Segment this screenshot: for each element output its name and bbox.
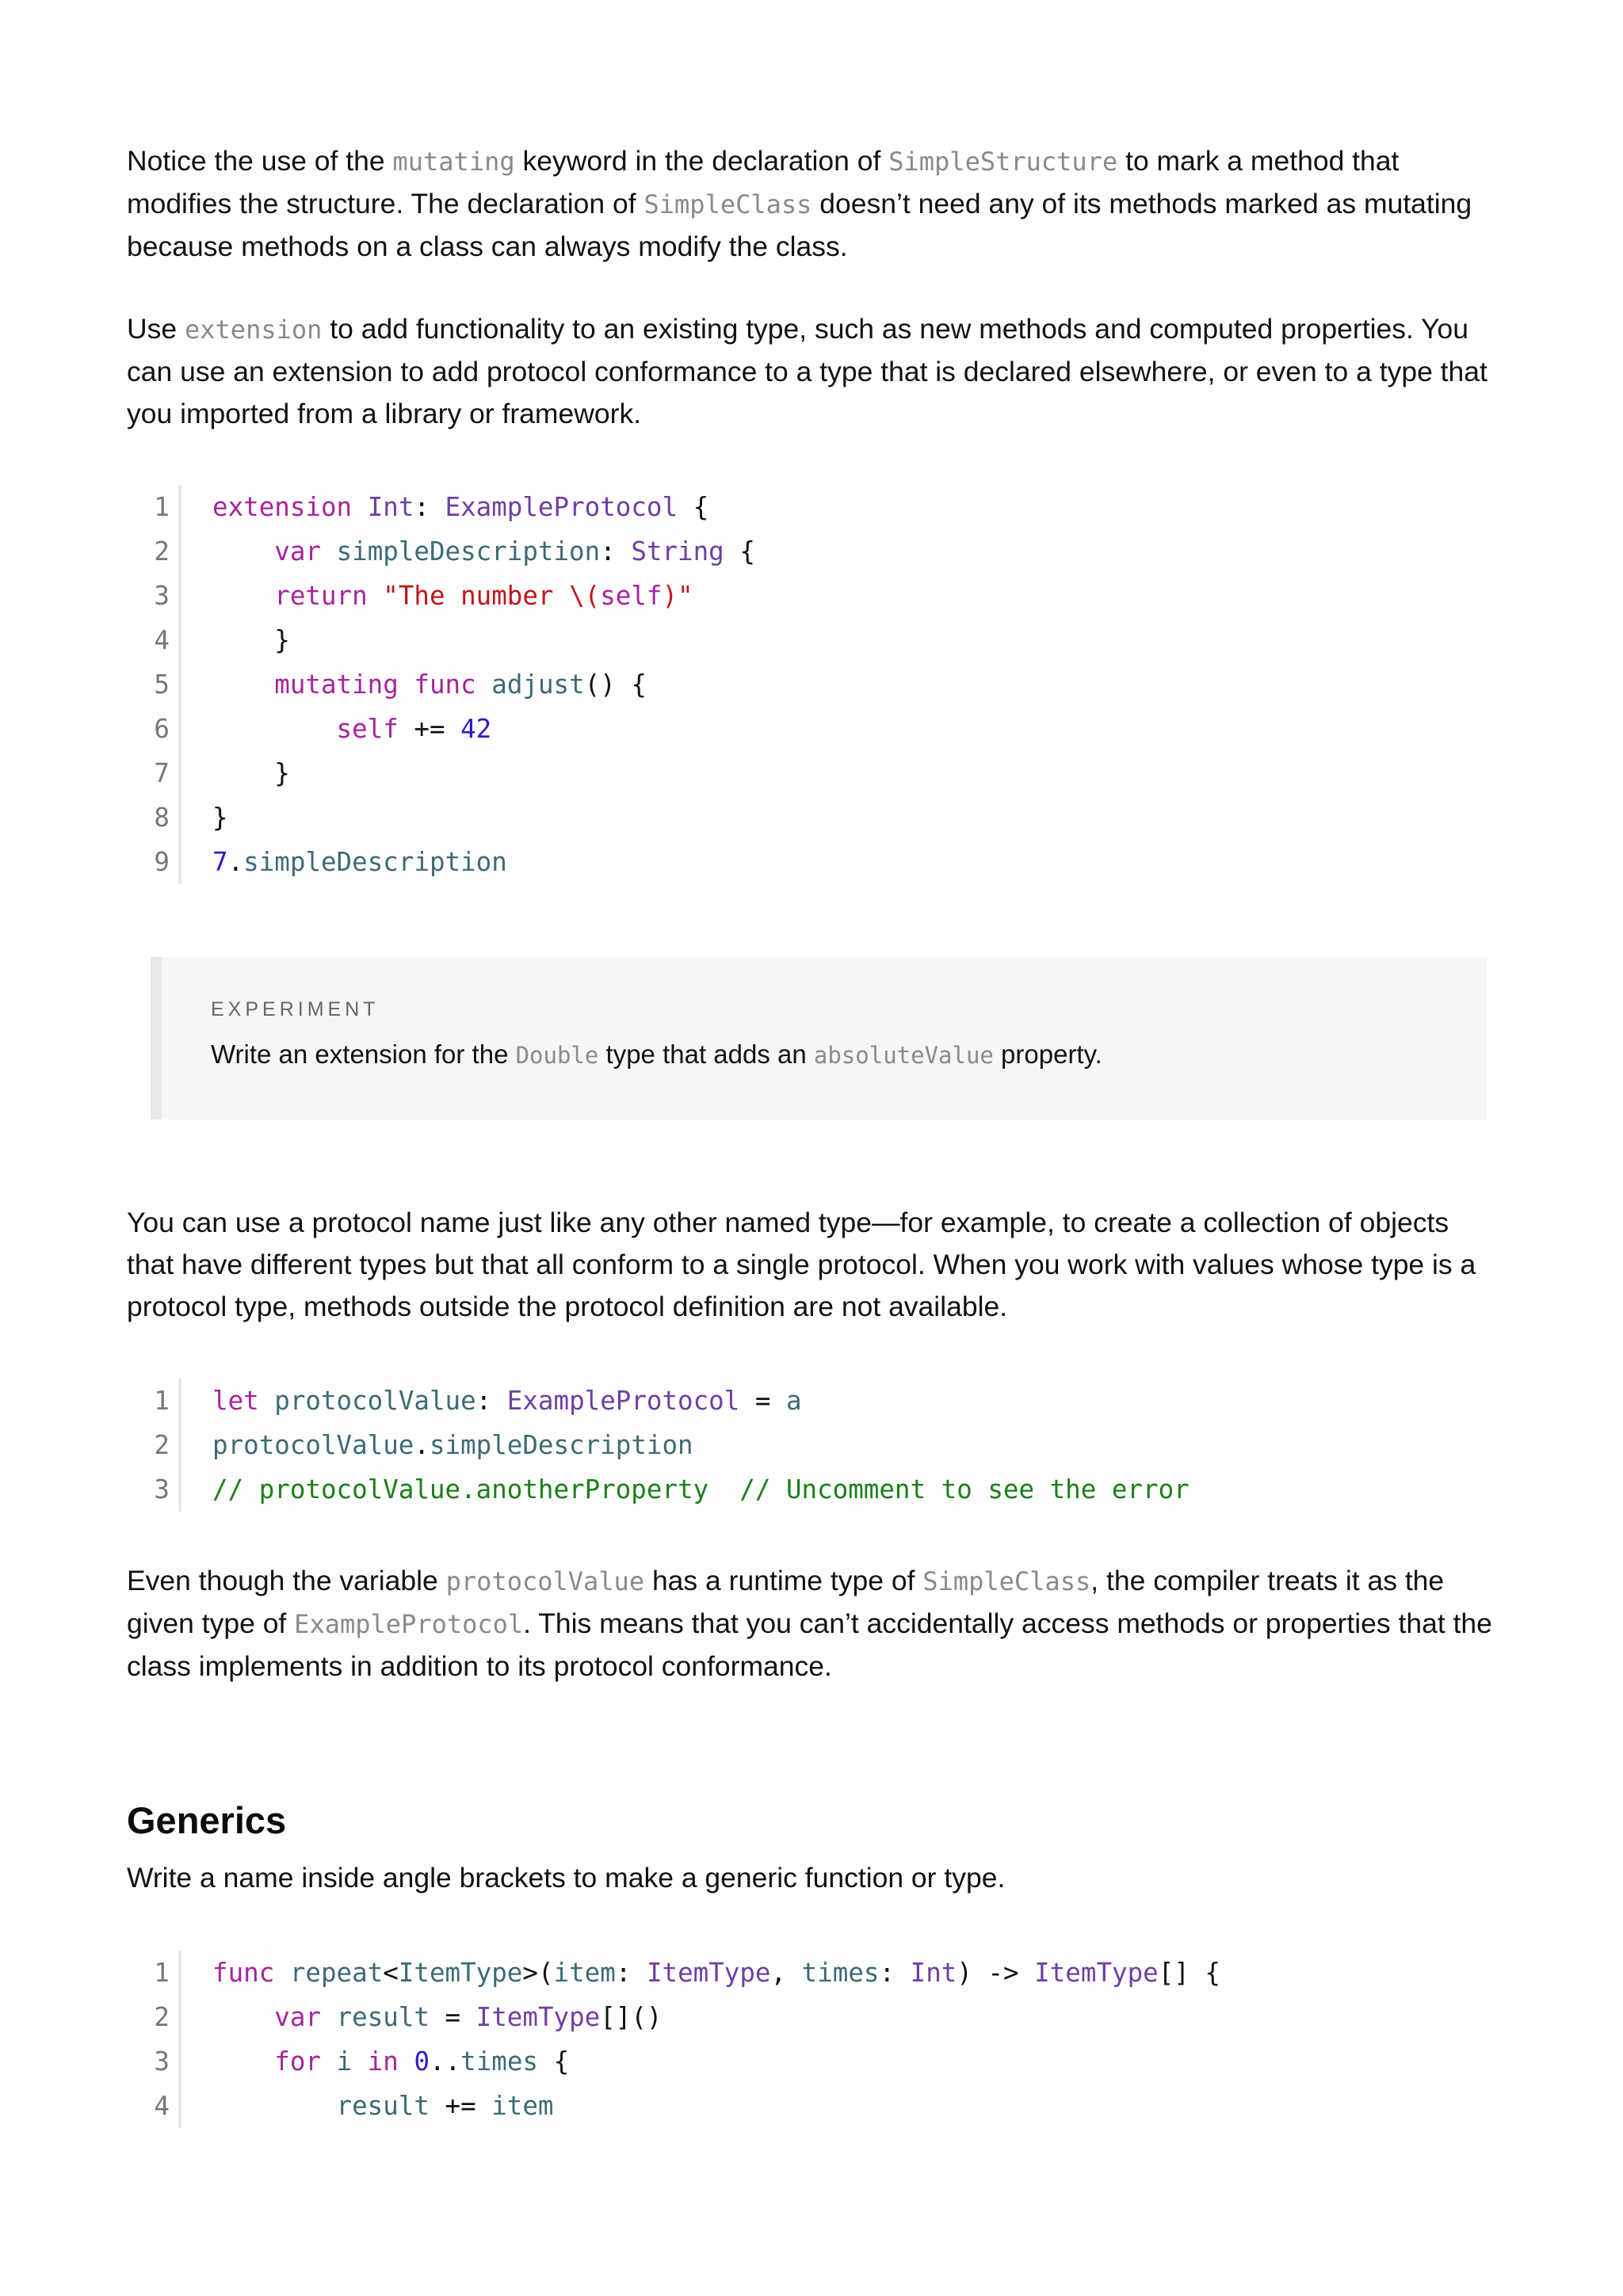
text: . This means that you can’t accidentally access methods or properties that the class implements in addition to its protocol conformance. [127, 1608, 1492, 1682]
token: = [429, 2002, 476, 2032]
code-line [143, 2039, 1617, 2084]
code-line [143, 795, 1617, 840]
token: ItemType [475, 2002, 601, 2032]
code-line [143, 1995, 1617, 2039]
token: protocolValue [212, 1430, 414, 1460]
inline-code: ExampleProtocol [294, 1609, 524, 1639]
code-block-protocol-value [143, 1379, 1617, 1512]
token: { [538, 2046, 570, 2077]
token: : [879, 1958, 911, 1988]
token: 42 [460, 714, 492, 744]
token: ItemType [1034, 1958, 1159, 1988]
token: ExampleProtocol [445, 492, 678, 522]
token: protocolValue [274, 1386, 476, 1416]
token: // protocolValue.anotherProperty // Uncomment to see the error [212, 1474, 1190, 1505]
paragraph-extension [127, 308, 1498, 435]
token: . [227, 847, 244, 877]
inline-code: absoluteValue [813, 1042, 994, 1069]
token [212, 581, 274, 611]
code-line [143, 840, 1617, 884]
generics-intro: Write a name inside angle brackets to make a generic function or type. [127, 1862, 1006, 1894]
paragraph-protocol-type: You can use a protocol name just like any other named type—for example, to create a collection of objects that have different types but that all conform to a single protocol. When you work with values whose type is a protocol type, methods outside the protocol definition are not available. [127, 1207, 1476, 1322]
code-line [143, 1467, 1617, 1512]
token: times [460, 2046, 538, 2077]
token [352, 2046, 368, 2077]
code-line [143, 662, 1617, 707]
line-number: 7 [154, 758, 170, 788]
code-line [143, 707, 1617, 751]
experiment-aside [151, 957, 1487, 1119]
token: a [786, 1386, 802, 1416]
token: ItemType [646, 1958, 771, 1988]
token [212, 2046, 274, 2077]
token: () { [584, 669, 647, 700]
token: = [739, 1386, 786, 1416]
token: var [274, 536, 321, 566]
line-number: 4 [154, 625, 170, 655]
token: { [724, 536, 755, 566]
text: to mark a method that modifies the structure. The declaration of [127, 145, 1400, 219]
token [352, 492, 368, 522]
token [212, 2002, 274, 2032]
token: for [274, 2046, 321, 2077]
line-number: 3 [154, 1474, 170, 1505]
line-number: 2 [154, 2002, 170, 2032]
inline-code: protocolValue [445, 1566, 645, 1596]
code-line [143, 1423, 1617, 1467]
token: return [274, 581, 368, 611]
experiment-label: EXPERIMENT [211, 998, 380, 1020]
token: extension [212, 492, 353, 522]
token: += [398, 714, 461, 744]
token: } [212, 803, 228, 833]
token [212, 2091, 337, 2121]
token: self [600, 581, 663, 611]
token: < [383, 1958, 399, 1988]
token: mutating [274, 669, 399, 700]
token: { [678, 492, 709, 522]
text: has a runtime type of [644, 1565, 923, 1596]
section-heading: Generics [127, 1799, 287, 1841]
inline-code: mutating [392, 147, 515, 177]
token: : [414, 492, 445, 522]
token: 7 [212, 847, 228, 877]
code-line [143, 618, 1617, 662]
token [476, 669, 492, 700]
token: )" [662, 581, 693, 611]
token [399, 2046, 414, 2077]
line-number: 4 [154, 2091, 170, 2121]
code-line [143, 485, 1617, 529]
paragraph-runtime-type [127, 1560, 1498, 1688]
line-number: 6 [154, 714, 170, 744]
token: func [414, 669, 476, 700]
token: .. [430, 2046, 461, 2077]
line-number: 2 [154, 1430, 170, 1460]
token: } [212, 758, 290, 788]
token: item [491, 2091, 554, 2121]
text: Use [127, 313, 185, 345]
token: result [336, 2002, 430, 2032]
token: : [615, 1958, 647, 1988]
token [368, 581, 384, 611]
token: func [212, 1958, 275, 1988]
code-block-generics [143, 1951, 1617, 2128]
token: "The number \( [383, 581, 601, 611]
token: Int [367, 492, 414, 522]
text: property. [993, 1039, 1102, 1069]
paragraph-mutating [127, 140, 1498, 268]
token [212, 536, 274, 566]
text: Even though the variable [127, 1565, 446, 1596]
token: ExampleProtocol [506, 1386, 740, 1416]
token: , [770, 1958, 802, 1988]
inline-code: extension [185, 315, 323, 345]
token: >( [522, 1958, 554, 1988]
token: times [801, 1958, 880, 1988]
text: doesn’t need any of its methods marked as mutating because methods on a class can always modify the class. [127, 188, 1472, 262]
code-block-extension [143, 485, 1617, 884]
token: adjust [491, 669, 585, 700]
token: . [414, 1430, 430, 1460]
inline-code: SimpleClass [922, 1566, 1091, 1596]
line-number: 1 [154, 1958, 170, 1988]
token: result [336, 2091, 430, 2121]
token: [] { [1158, 1958, 1220, 1988]
token: Int [910, 1958, 957, 1988]
text: type that adds an [598, 1039, 814, 1069]
code-line [143, 2084, 1617, 2128]
token: : [475, 1386, 507, 1416]
token [259, 1386, 275, 1416]
token: repeat [289, 1958, 384, 1988]
token: ) -> [957, 1958, 1035, 1988]
token [321, 2046, 337, 2077]
token: self [336, 714, 399, 744]
token: simpleDescription [336, 536, 601, 566]
token: : [600, 536, 632, 566]
text: , the compiler treats it as the given type of [127, 1565, 1445, 1639]
code-line [143, 1379, 1617, 1423]
inline-code: SimpleClass [643, 189, 812, 219]
experiment-text [211, 1039, 1102, 1070]
line-number: 3 [154, 581, 170, 611]
token: 0 [414, 2046, 430, 2077]
code-line [143, 1951, 1617, 1995]
token [321, 2002, 337, 2032]
token [212, 669, 274, 700]
line-number: 8 [154, 803, 170, 833]
token: ItemType [398, 1958, 523, 1988]
line-number: 1 [154, 492, 170, 522]
token: += [429, 2091, 492, 2121]
token: in [367, 2046, 399, 2077]
token [274, 1958, 290, 1988]
code-line [143, 529, 1617, 574]
line-number: 5 [154, 669, 170, 700]
code-line [143, 574, 1617, 618]
line-number: 3 [154, 2046, 170, 2077]
code-line [143, 751, 1617, 795]
text: Notice the use of the [127, 145, 393, 177]
token: []() [600, 2002, 663, 2032]
token: simpleDescription [429, 1430, 693, 1460]
token: i [336, 2046, 353, 2077]
inline-code: SimpleStructure [888, 147, 1118, 177]
token [212, 714, 337, 744]
token [321, 536, 337, 566]
text: to add functionality to an existing type, such as new methods and computed properties. You can use an extension to add protocol conformance to a type that is declared elsewhere, or even to a type that you imported from a library or framework. [127, 313, 1487, 429]
text: keyword in the declaration of [514, 145, 889, 177]
token: var [274, 2002, 321, 2032]
token: } [212, 625, 290, 655]
token: item [553, 1958, 616, 1988]
token [399, 669, 414, 700]
text: Write an extension for the [211, 1039, 516, 1069]
token: simpleDescription [243, 847, 507, 877]
line-number: 9 [154, 847, 170, 877]
token: String [631, 536, 724, 566]
line-number: 2 [154, 536, 170, 566]
line-number: 1 [154, 1386, 170, 1416]
inline-code: Double [515, 1042, 599, 1069]
token: let [212, 1386, 259, 1416]
